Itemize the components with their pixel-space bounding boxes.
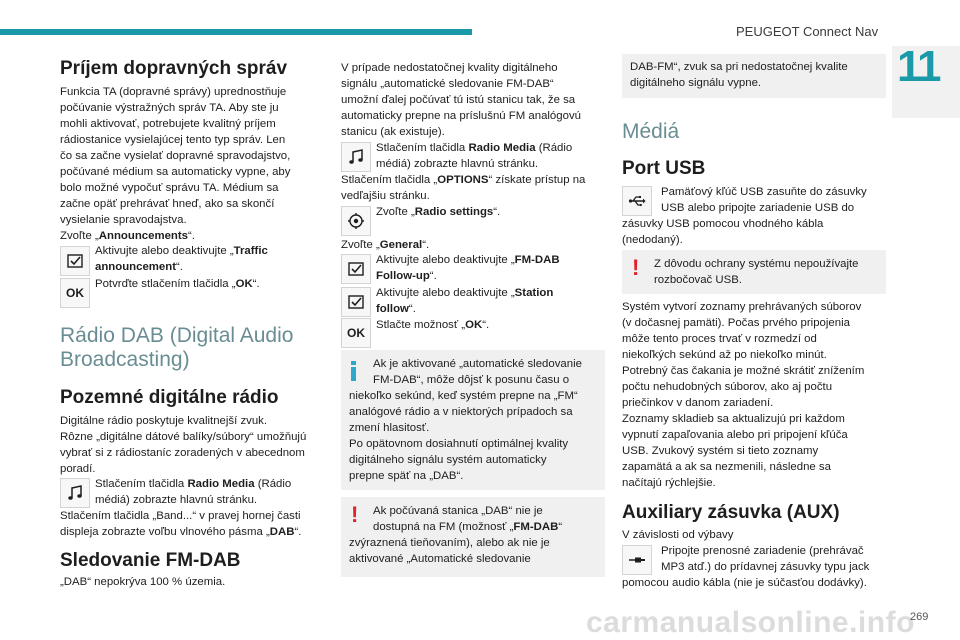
info-line: niekoľko sekúnd, keď systém prepne na „FM“ (349, 390, 578, 402)
traffic-line: rádiostanice vysielajúcej tento typ správ. Len (60, 134, 286, 146)
fmdab-line1: Aktivujte alebo deaktivujte „FM-DAB (376, 254, 560, 266)
traffic-line: mohli aktivovať, potrebujete kvalitný príjem (60, 118, 276, 130)
info-line: FM-DAB“, môže dôjsť k posunu času o (373, 374, 570, 386)
playlist-line: vypnutí zapaľovania alebo pri pripojení kľúča (622, 429, 848, 441)
intro-line: stanicu (ak existuje). (341, 126, 445, 138)
press-ok: Stlačte možnosť „OK“. (376, 319, 490, 331)
playlist-line: zapamätá a ak sa nezmenili, následne sa (622, 461, 831, 473)
playlist-line: počtu nehudobných súborov, ako aj počtu (622, 381, 833, 393)
playlist-line: USB. Zvukový systém si tieto zoznamy (622, 445, 819, 457)
heading-usb: Port USB (622, 158, 706, 179)
playlist-line: načítajú rýchlejšie. (622, 477, 716, 489)
info-line: Po opätovnom dosiahnutí optimálnej kvality (349, 438, 569, 450)
usb-line: zásuvky USB pomocou vhodného kábla (622, 218, 824, 230)
intro-line: signálu „automatické sledovanie FM-DAB“ (341, 78, 554, 90)
box-line: digitálneho signálu vypne. (630, 77, 762, 89)
aux-line: pomocou audio kábla (nie je súčasťou dodávky). (622, 577, 867, 589)
heading-dab-line1: Rádio DAB (Digital Audio (60, 324, 294, 347)
playlist-line: niekoľkých sekúnd až po niekoľko minút. (622, 349, 827, 361)
usb-line: (nedodaný). (622, 234, 683, 246)
playlist-line: Systém vytvorí zoznamy prehrávaných súborov (622, 301, 862, 313)
heading-media: Médiá (622, 120, 680, 143)
info-line: analógové rádio a v niektorých prípadoch sa (349, 406, 573, 418)
options-line1: Stlačením tlačidla „OPTIONS“ získate prístup na (341, 174, 586, 186)
traffic-line: čo sa začne vysielať dopravné spravodajstvo, (60, 150, 291, 162)
traffic-line: počúvané médium sa automaticky vypne, aby (60, 166, 291, 178)
toggle-icon (341, 254, 371, 284)
heading-terrestrial: Pozemné digitálne rádio (60, 387, 279, 408)
playlist-line: Potrebný čas čakania je možné skrátiť znížením (622, 365, 865, 377)
running-header: PEUGEOT Connect Nav (736, 24, 879, 39)
traffic-line: počúvanie výstražných správ TA. Aby ste ju (60, 102, 279, 114)
intro-line: umožní ďalej počúvať tú istú stanicu tak, že sa (341, 94, 576, 106)
traffic-line: Funkcia TA (dopravné správy) uprednostňuje (60, 86, 287, 98)
options-line2: vedľajšiu stránku. (341, 190, 430, 202)
ok-icon: OK (341, 318, 371, 348)
info-icon (351, 361, 356, 381)
warn-line: zvýraznená tieňovaním), alebo ak nie je (349, 537, 550, 549)
warn-line: Ak počúvaná stanica „DAB“ nie je (373, 505, 543, 517)
playlist-line: Zoznamy skladieb sa aktualizujú pri každom (622, 413, 845, 425)
traffic-line: začne opäť prehrávať hneď, ako sa skončí (60, 198, 275, 210)
info-line: digitálneho signálu systém automaticky (349, 454, 547, 466)
press-radio-media-line2: médiá) zobrazte hlavnú stránku. (95, 494, 258, 506)
step-traffic-line1: Aktivujte alebo deaktivujte „Traffic (95, 245, 268, 257)
playlist-line: priečinkov v danom zariadení. (622, 397, 774, 409)
usb-warn-line: rozbočovač USB. (654, 274, 742, 286)
usb-icon (622, 186, 652, 216)
info-line: prepne späť na „DAB“. (349, 470, 464, 482)
playlist-line: (v dočasnej pamäti). Počas prvého pripojenia (622, 317, 850, 329)
press-radio-media-line1: Stlačením tlačidla Radio Media (Rádio (376, 142, 573, 154)
usb-line: USB alebo pripojte zariadenie USB do (661, 202, 855, 214)
band-line2: displeja zobrazte voľbu vlnového pásma „DAB“. (60, 526, 302, 538)
station-line1: Aktivujte alebo deaktivujte „Station (376, 287, 554, 299)
fmdab-line2: Follow-up“. (376, 270, 437, 282)
terr-line: poradí. (60, 463, 96, 475)
usb-warn-line: Z dôvodu ochrany systému nepoužívajte (654, 258, 859, 270)
heading-aux: Auxiliary zásuvka (AUX) (622, 502, 840, 523)
warn-line: dostupná na FM (možnosť „FM-DAB“ (373, 521, 563, 533)
station-line2: follow“. (376, 303, 416, 315)
traffic-line: vysielanie spravodajstva. (60, 214, 187, 226)
page-number: 269 (910, 611, 929, 623)
heading-traffic: Príjem dopravných správ (60, 58, 288, 79)
choose-announcements: Zvoľte „Announcements“. (60, 230, 195, 242)
choose-general: Zvoľte „General“. (341, 239, 430, 251)
watermark: carmanualsonline.info (586, 606, 915, 639)
usb-line: Pamäťový kľúč USB zasuňte do zásuvky (661, 186, 867, 198)
intro-line: V prípade nedostatočnej kvality digitálneho (341, 62, 558, 74)
ok-icon: OK (60, 278, 90, 308)
aux-line: Pripojte prenosné zariadenie (prehrávač (661, 545, 864, 557)
choose-radio-settings: Zvoľte „Radio settings“. (376, 206, 501, 218)
info-line: zmení hlasitosť. (349, 422, 430, 434)
band-line1: Stlačením tlačidla „Band...“ v pravej hornej časti (60, 510, 301, 522)
step-confirm: Potvrďte stlačením tlačidla „OK“. (95, 278, 260, 290)
toggle-icon (60, 246, 90, 276)
warning-icon: ! (351, 502, 359, 527)
step-traffic-line2: announcement“. (95, 261, 183, 273)
playlist-line: môže tento proces trvať v rozmedzí od (622, 333, 817, 345)
follow-text: „DAB“ nepokrýva 100 % územia. (60, 576, 226, 588)
intro-line: automaticky prepne na príslušnú FM analógovú (341, 110, 581, 122)
heading-dab-line2: Broadcasting) (60, 348, 190, 371)
chapter-number: 11 (897, 42, 940, 91)
aux-line: V závislosti od výbavy (622, 529, 734, 541)
warning-icon: ! (632, 255, 640, 280)
terr-line: Rôzne „digitálne dátové balíky/súbory“ umožňujú (60, 431, 307, 443)
music-note-icon (60, 478, 90, 508)
aux-line: MP3 atď.) do prídavnej zásuvky typu jack (661, 561, 870, 573)
radio-settings-icon (341, 206, 371, 236)
terr-line: vybrať si z rádiostaníc zoradených v abecednom (60, 447, 305, 459)
jack-plug-icon (622, 545, 652, 575)
music-note-icon (341, 142, 371, 172)
press-radio-media-line2: médiá) zobrazte hlavnú stránku. (376, 158, 539, 170)
press-radio-media-line1: Stlačením tlačidla Radio Media (Rádio (95, 478, 292, 490)
info-line: Ak je aktivované „automatické sledovanie (373, 358, 582, 370)
toggle-icon (341, 287, 371, 317)
terr-line: Digitálne rádio poskytuje kvalitnejší zvuk. (60, 415, 268, 427)
heading-fm-dab: Sledovanie FM-DAB (60, 550, 241, 571)
box-line: DAB-FM“, zvuk sa pri nedostatočnej kvalite (630, 61, 848, 73)
traffic-line: bolo možné vypočuť správu TA. Médium sa (60, 182, 279, 194)
header-accent-bar (0, 29, 472, 35)
warn-line: aktivované „Automatické sledovanie (349, 553, 531, 565)
